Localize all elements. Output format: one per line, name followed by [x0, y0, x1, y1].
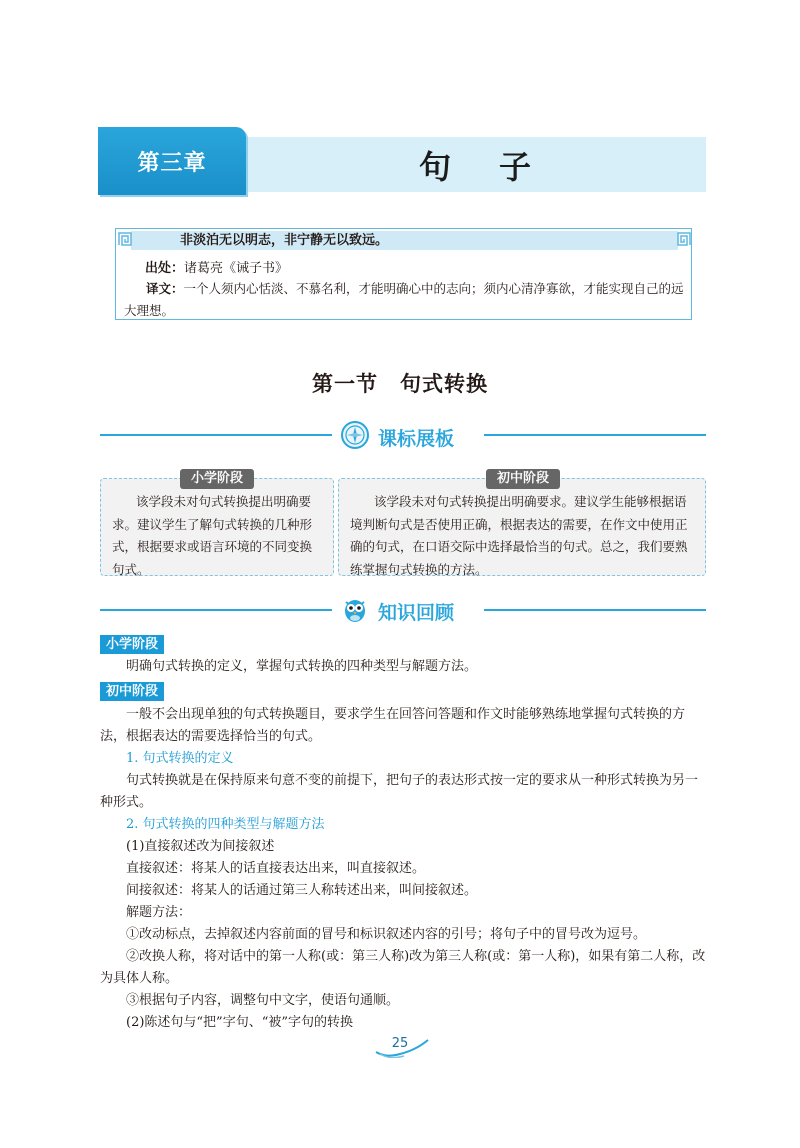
translation-label: 译文： — [146, 281, 184, 296]
page-number: 25 — [391, 1036, 409, 1051]
method-step-3: ③根据句子内容，调整句中文字，使语句通顺。 — [126, 993, 400, 1008]
review-heading: 知识回顾 — [378, 602, 455, 624]
method-step-1: ①改动标点，去掉叙述内容前面的冒号和标识叙述内容的引号；将句子中的冒号改为逗号。 — [126, 927, 647, 942]
compass-icon — [340, 420, 370, 450]
meander-ornament-icon — [117, 231, 133, 247]
direct-narration: 直接叙述：将某人的话直接表达出来，叫直接叙述。 — [126, 861, 426, 876]
junior-badge: 初中阶段 — [486, 469, 560, 489]
divider-left — [100, 434, 332, 436]
primary-stage-tag: 小学阶段 — [100, 635, 164, 654]
owl-icon — [340, 594, 370, 624]
chapter-label: 第三章 — [98, 127, 246, 195]
heading-types: 2. 句式转换的四种类型与解题方法 — [126, 817, 325, 832]
divider-left — [100, 609, 332, 611]
translation-text: 一个人须内心恬淡、不慕名利，才能明确心中的志向；须内心清净寡欲，才能实现自己的远大理想。 — [124, 281, 684, 318]
source-label: 出处： — [145, 261, 185, 276]
standards-heading: 课标展板 — [378, 428, 455, 450]
heading-definition: 1. 句式转换的定义 — [126, 751, 234, 766]
junior-review-text: 一般不会出现单独的句式转换题目，要求学生在回答问答题和作文时能够熟练地掌握句式转换的方法，根据表达的需要选择恰当的句式。 — [100, 707, 686, 744]
chapter-title: 句子 — [418, 147, 579, 186]
primary-review-text: 明确句式转换的定义，掌握句式转换的四种类型与解题方法。 — [126, 659, 478, 674]
junior-stage-tag: 初中阶段 — [100, 682, 164, 701]
primary-text: 该学段未对句式转换提出明确要求。建议学生了解句式转换的几种形式，根据要求或语言环境的不同变换句式。 — [112, 494, 313, 577]
divider-right — [484, 434, 706, 436]
quote-source — [145, 258, 288, 280]
meander-ornament-icon — [676, 231, 692, 247]
subheading-direct-indirect: (1)直接叙述改为间接叙述 — [126, 839, 275, 854]
junior-text: 该学段未对句式转换提出明确要求。建议学生能够根据语境判断句式是否使用正确，根据表达的需要，在作文中使用正确的句式，在口语交际中选择最恰当的句式。总之，我们要熟练掌握句式转换的方法。 — [350, 494, 688, 577]
quote-translation — [124, 278, 684, 322]
method-label: 解题方法： — [126, 905, 192, 920]
method-step-2: ②改换人称，将对话中的第一人称(或：第三人称)改为第三人称(或：第一人称)，如果有第二人称，改为具体人称。 — [100, 949, 706, 986]
source-text: 诸葛亮《诫子书》 — [184, 261, 289, 276]
section-title: 第一节 句式转换 — [312, 372, 488, 396]
quote-headline: 非淡泊无以明志，非宁静无以致远。 — [180, 233, 389, 248]
primary-badge: 小学阶段 — [180, 469, 254, 489]
indirect-narration: 间接叙述：将某人的话通过第三人称转述出来，叫间接叙述。 — [126, 883, 478, 898]
definition-text: 句式转换就是在保持原来句意不变的前提下，把句子的表达形式按一定的要求从一种形式转换为另一种形式。 — [100, 773, 699, 810]
subheading-ba-bei: (2)陈述句与“把”字句、“被”字句的转换 — [126, 1015, 353, 1030]
divider-right — [484, 609, 706, 611]
